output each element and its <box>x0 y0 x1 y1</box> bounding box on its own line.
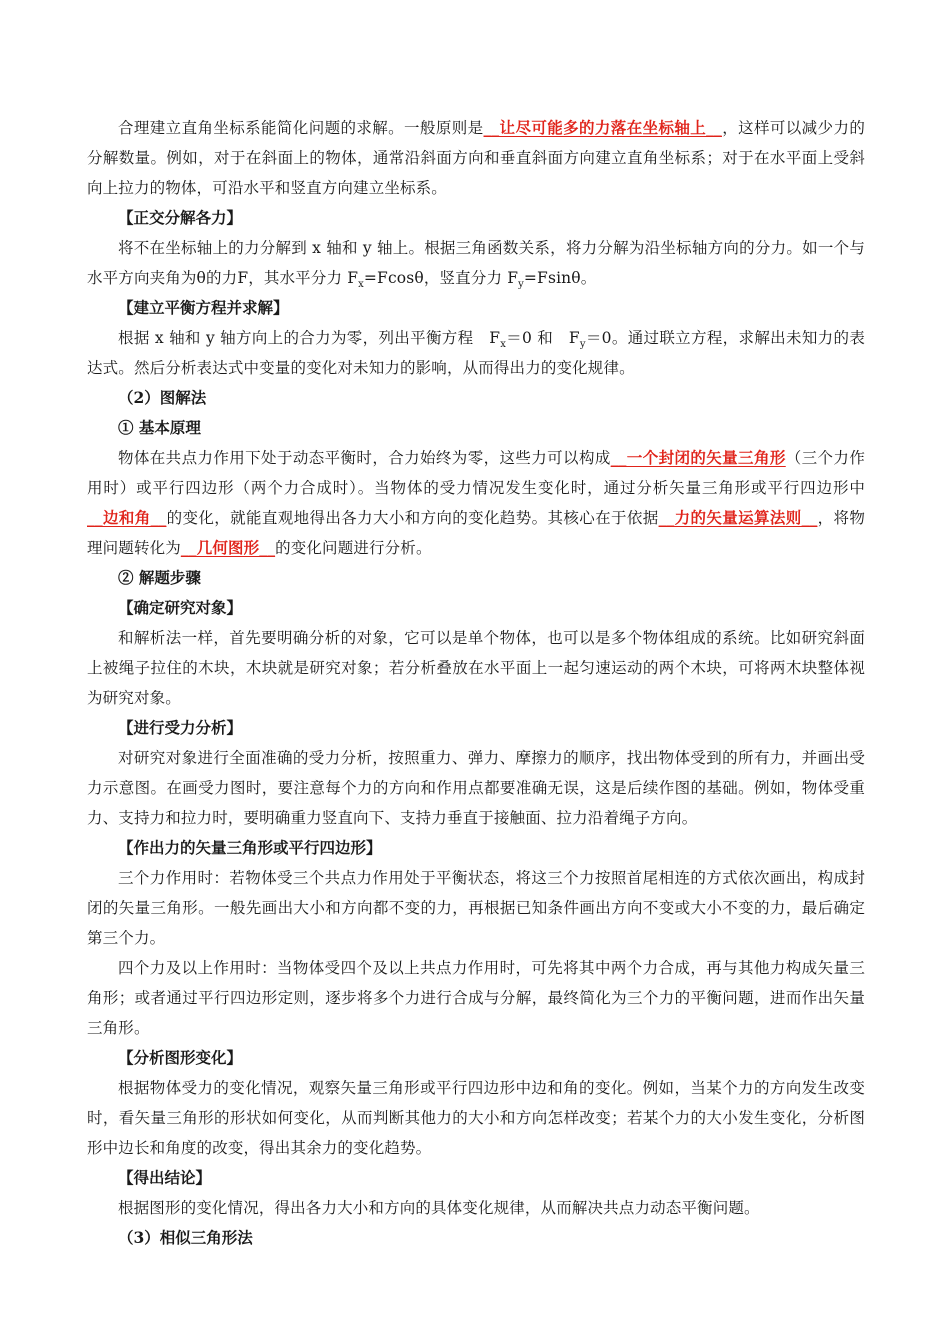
paragraph-conclusion: 根据图形的变化情况，得出各力大小和方向的具体变化规律，从而解决共点力动态平衡问题。 <box>118 1199 760 1217</box>
text: ＝0 和 F <box>505 329 580 347</box>
answer-blank: __边和角__ <box>87 508 167 527</box>
paragraph-equilibrium <box>87 323 865 383</box>
text: =Fcosθ，竖直分力 F <box>363 269 519 287</box>
answer-blank: __力的矢量运算法则__ <box>658 508 818 527</box>
answer-blank: __几何图形__ <box>180 538 276 557</box>
paragraph-research-object: 和解析法一样，首先要明确分析的对象，它可以是单个物体，也可以是多个物体组成的系统。比如研究斜面上被绳子拉住的木块，木块就是研究对象；若分析叠放在水平面上一起匀速运动的两个木块，可将两木块整体视为研究对象。 <box>87 629 865 707</box>
text: ＝0。通过联立方程，求解出未知力的表达式。然后分析表达式中变量的变化对未知力的影响，从而得出力的变化规律。 <box>87 329 865 377</box>
answer-blank: __一个封闭的矢量三角形 <box>610 448 786 467</box>
paragraph-coordinate-principle <box>87 113 865 203</box>
heading-research-object: 【确定研究对象】 <box>118 598 243 617</box>
heading-solving-steps: ② 解题步骤 <box>118 568 201 587</box>
heading-similar-triangles: （3）相似三角形法 <box>118 1228 253 1247</box>
paragraph-orthogonal <box>87 233 865 293</box>
subscript: y <box>518 279 524 291</box>
heading-analyze-changes: 【分析图形变化】 <box>118 1048 243 1067</box>
text: （三个力作用时）或平行四边形（两个力合成时）。当物体的受力情况发生变化时，通过分析矢量三角形或平行四边形中 <box>87 449 865 497</box>
paragraph-four-forces: 四个力及以上作用时：当物体受四个及以上共点力作用时，可先将其中两个力合成，再与其他力构成矢量三角形；或者通过平行四边形定则，逐步将多个力进行合成与分解，最终简化为三个力的平衡问题，进而作出矢量三角形。 <box>87 959 865 1037</box>
heading-orthogonal-decomposition: 【正交分解各力】 <box>118 208 243 227</box>
heading-equilibrium-equations: 【建立平衡方程并求解】 <box>118 298 289 317</box>
subscript: x <box>358 279 364 291</box>
heading-force-analysis: 【进行受力分析】 <box>118 718 243 737</box>
paragraph-analyze-changes: 根据物体受力的变化情况，观察矢量三角形或平行四边形中边和角的变化。例如，当某个力的方向发生改变时，看矢量三角形的形状如何变化，从而判断其他力的大小和方向怎样改变；若某个力的大小发生变化，分析图形中边长和角度的改变，得出其余力的变化趋势。 <box>87 1079 865 1157</box>
text: 合理建立直角坐标系能简化问题的求解。一般原则是 <box>118 119 484 137</box>
text: ，将物理问题转化为 <box>87 509 865 557</box>
heading-graphical-method: （2）图解法 <box>118 388 207 407</box>
text: 的变化问题进行分析。 <box>275 539 432 557</box>
paragraph-principle <box>87 443 865 563</box>
heading-basic-principle: ① 基本原理 <box>118 418 201 437</box>
text: =Fsinθ。 <box>523 269 597 287</box>
text: ，这样可以减少力的分解数量。例如，对于在斜面上的物体，通常沿斜面方向和垂直斜面方向建立直角坐标系；对于在水平面上受斜向上拉力的物体，可沿水平和竖直方向建立坐标系。 <box>87 119 865 197</box>
text: 物体在共点力作用下处于动态平衡时，合力始终为零，这些力可以构成 <box>118 449 611 467</box>
heading-draw-vector: 【作出力的矢量三角形或平行四边形】 <box>118 838 382 857</box>
document-page <box>87 113 865 1253</box>
paragraph-three-forces: 三个力作用时：若物体受三个共点力作用处于平衡状态，将这三个力按照首尾相连的方式依次画出，构成封闭的矢量三角形。一般先画出大小和方向都不变的力，再根据已知条件画出方向不变或大小不变的力，最后确定第三个力。 <box>87 869 865 947</box>
heading-conclusion: 【得出结论】 <box>118 1168 212 1187</box>
answer-blank: __让尽可能多的力落在坐标轴上__ <box>483 118 722 137</box>
paragraph-force-analysis: 对研究对象进行全面准确的受力分析，按照重力、弹力、摩擦力的顺序，找出物体受到的所有力，并画出受力示意图。在画受力图时，要注意每个力的方向和作用点都要准确无误，这是后续作图的基础。例如，物体受重力、支持力和拉力时，要明确重力竖直向下、支持力垂直于接触面、拉力沿着绳子方向。 <box>87 749 865 827</box>
text: 的变化，就能直观地得出各力大小和方向的变化趋势。其核心在于依据 <box>166 509 659 527</box>
subscript: x <box>500 339 506 351</box>
text: 将不在坐标轴上的力分解到 x 轴和 y 轴上。根据三角函数关系，将力分解为沿坐标轴方向的分力。如一个与水平方向夹角为θ的力F，其水平分力 F <box>87 239 865 287</box>
subscript: y <box>579 339 586 351</box>
text: 根据 x 轴和 y 轴方向上的合力为零，列出平衡方程 F <box>118 329 501 347</box>
